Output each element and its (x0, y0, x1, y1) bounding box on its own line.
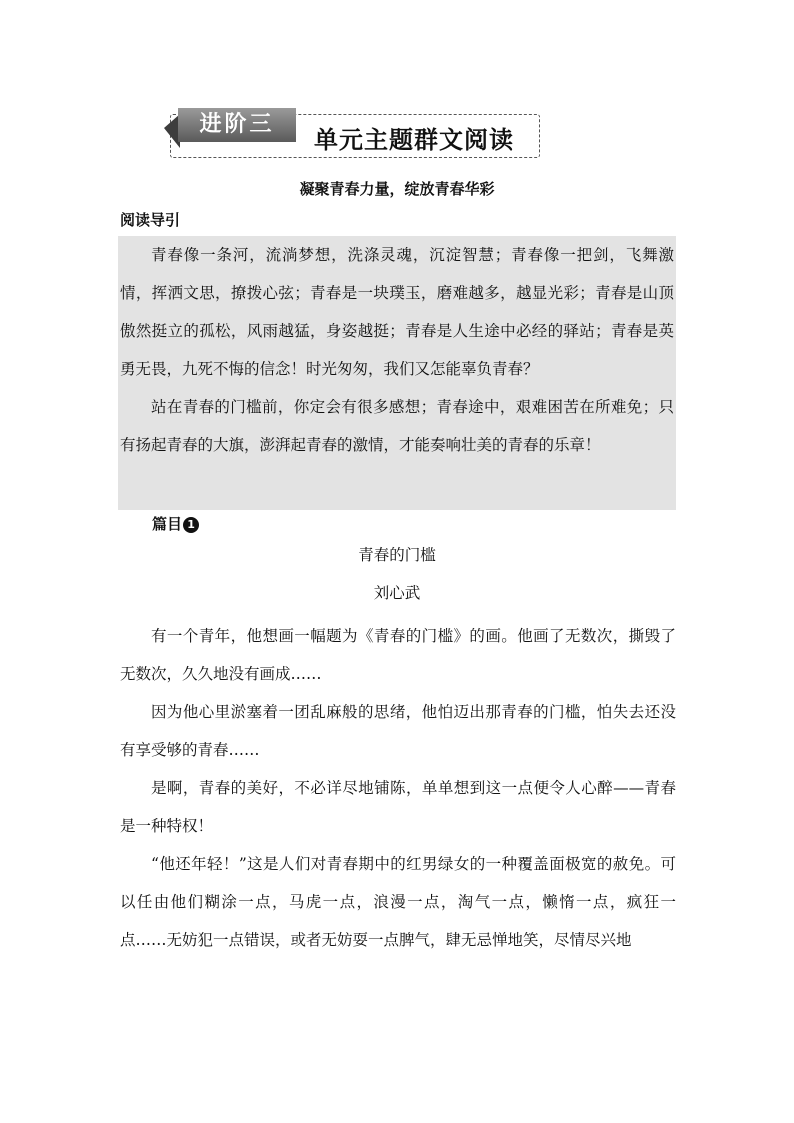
article-paragraph: 是啊，青春的美好，不必详尽地铺陈，单单想到这一点便令人心醉——青春是一种特权！ (120, 779, 676, 835)
section-header-banner (164, 108, 540, 158)
article-paragraph: 因为他心里淤塞着一团乱麻般的思绪，他怕迈出那青春的门槛，怕失去还没有享受够的青春…… (120, 703, 676, 759)
article-paragraph: “他还年轻！”这是人们对青春期中的红男绿女的一种覆盖面极宽的赦免。可以任由他们糊涂一点，马虎一点，浪漫一点，淘气一点，懒惰一点，疯狂一点……无妨犯一点错误，或者无妨耍一点脾气，肆无忌惮地笑，尽情尽兴地 (120, 855, 676, 949)
article-number-badge: 1 (183, 517, 199, 533)
page-subtitle: 凝聚青春力量，绽放青春华彩 (299, 180, 495, 198)
header-title: 单元主题群文阅读 (314, 126, 514, 154)
article-author: 刘心武 (373, 584, 421, 602)
guide-label: 阅读导引 (120, 211, 181, 229)
article-label-text: 篇目 (152, 515, 183, 533)
header-tag: 进阶三 (178, 108, 296, 142)
article-title: 青春的门槛 (358, 546, 436, 564)
guide-paragraph: 站在青春的门槛前，你定会有很多感想；青春途中，艰难困苦在所难免；只有扬起青春的大旗，澎湃起青春的激情，才能奏响壮美的青春的乐章！ (120, 398, 674, 454)
article-label (152, 513, 199, 534)
article-paragraph: 有一个青年，他想画一幅题为《青春的门槛》的画。他画了无数次，撕毁了无数次，久久地没有画成…… (120, 627, 676, 683)
guide-paragraph: 青春像一条河，流淌梦想，洗涤灵魂，沉淀智慧；青春像一把剑，飞舞激情，挥洒文思，撩拨心弦；青春是一块璞玉，磨难越多，越显光彩；青春是山顶傲然挺立的孤松，风雨越猛，身姿越挺；青春是人生途中必经的驿站；青春是英勇无畏，九死不悔的信念！时光匆匆，我们又怎能辜负青春？ (120, 246, 674, 378)
article-body (120, 617, 676, 959)
guide-box (118, 236, 676, 510)
